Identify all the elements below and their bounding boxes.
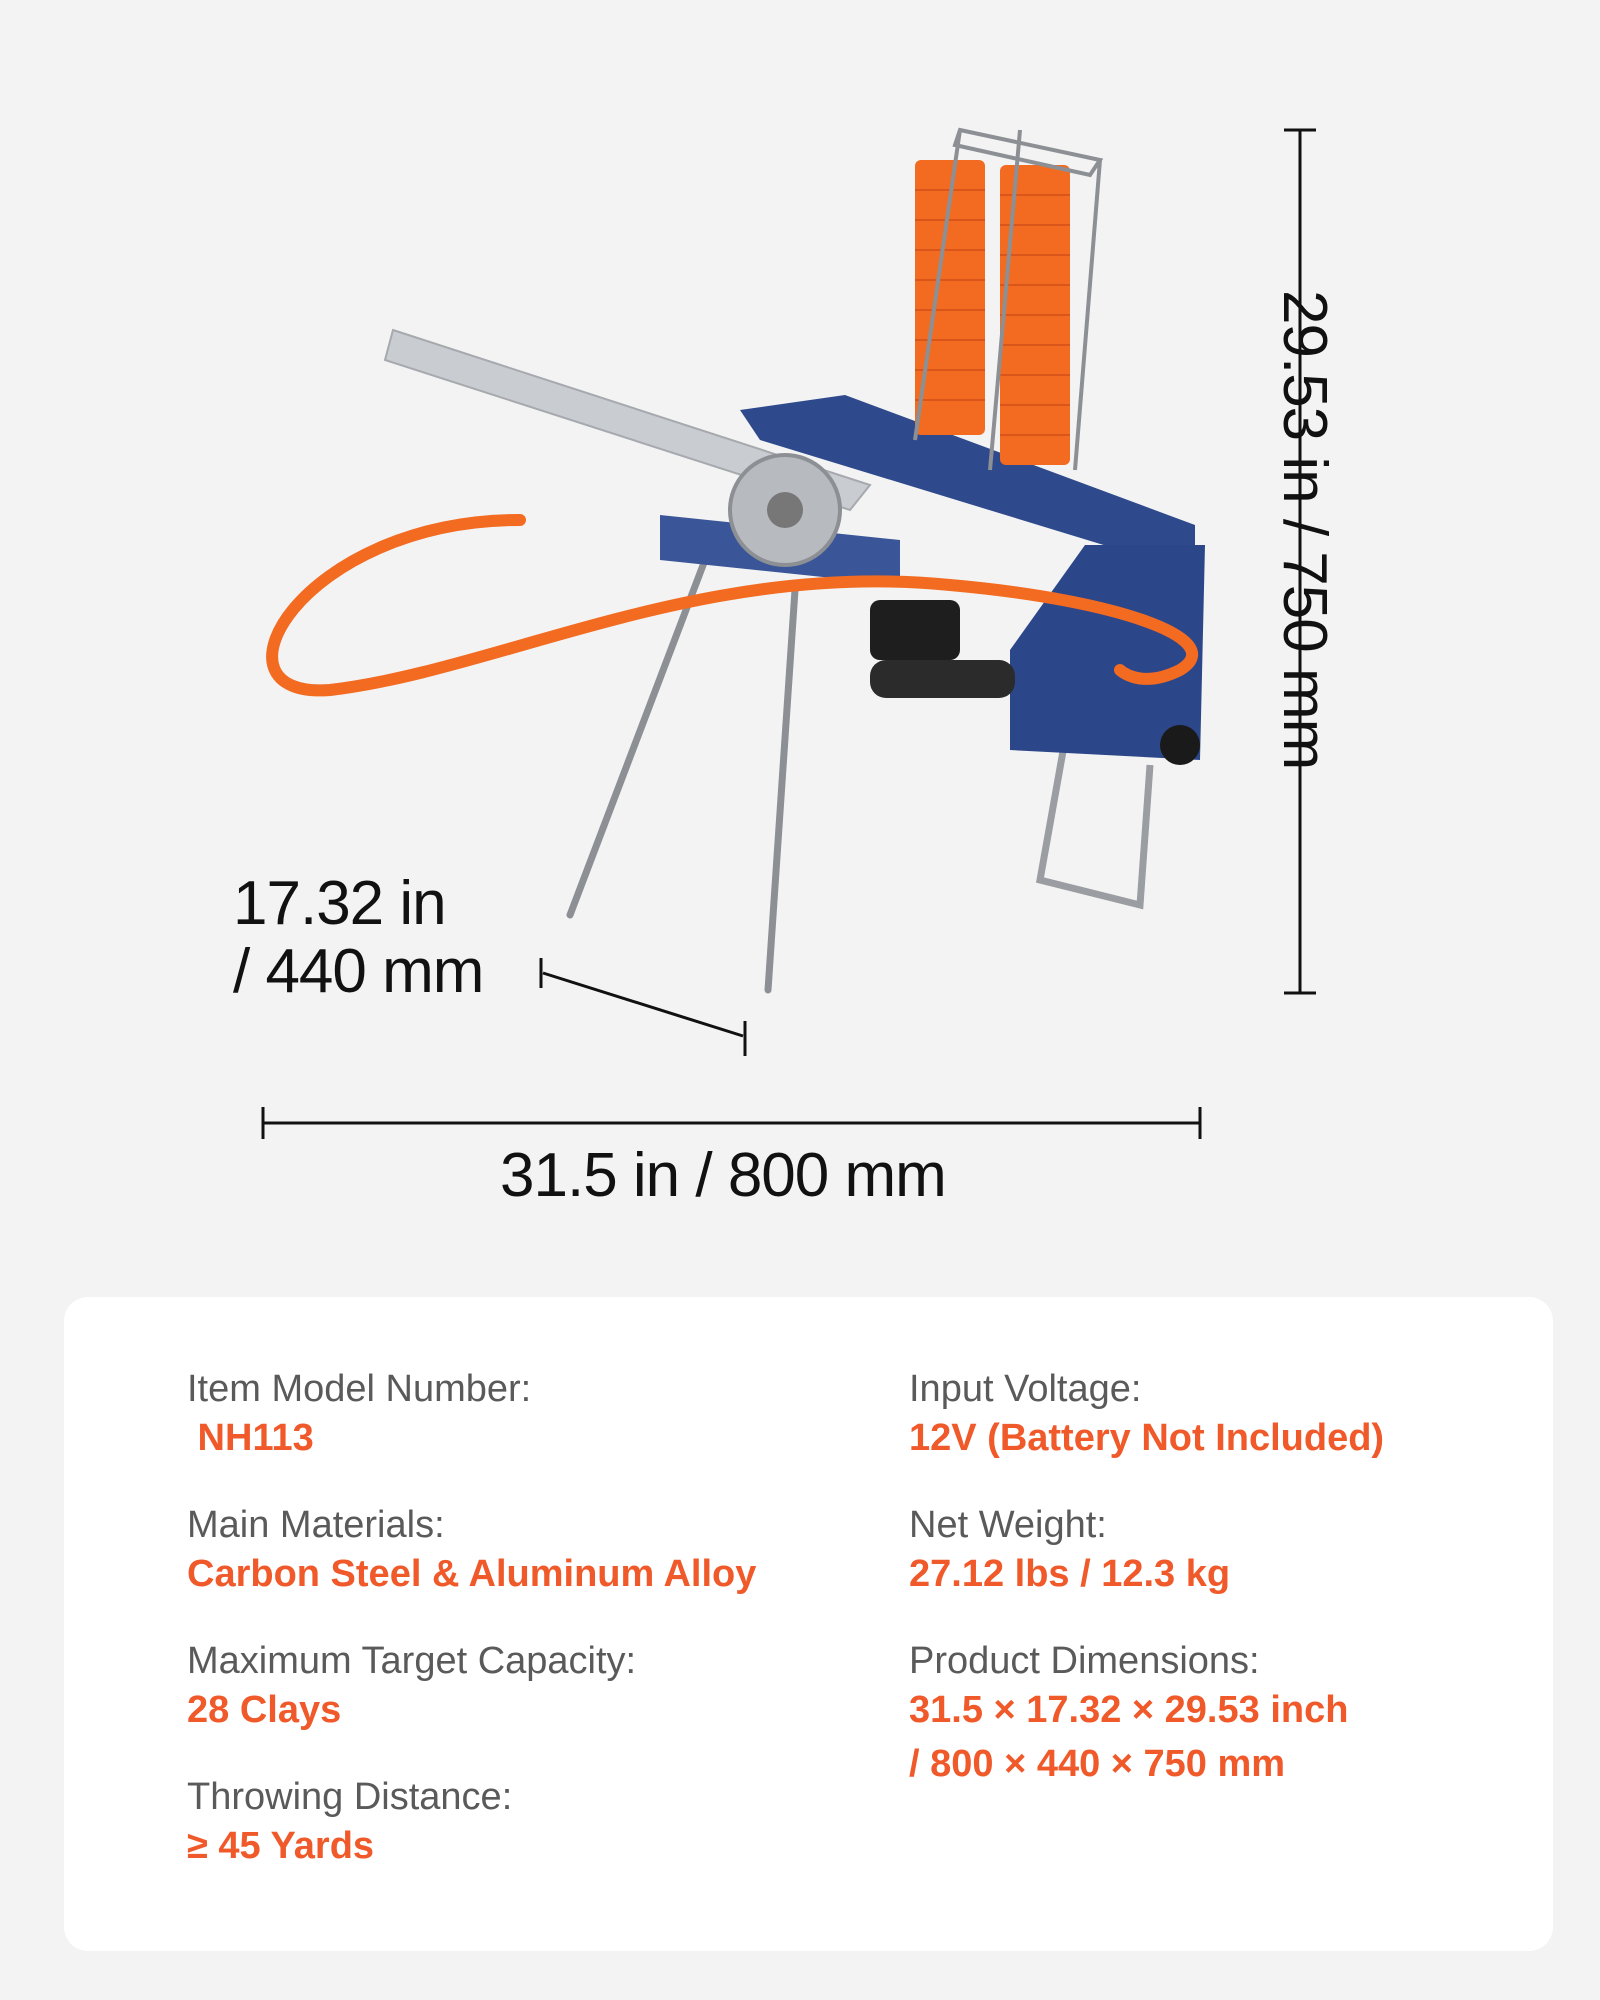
rear-stand [1040, 740, 1150, 905]
gear-hub [767, 492, 803, 528]
depth-inches: 17.32 in [233, 869, 446, 938]
spec-label: Maximum Target Capacity: [187, 1640, 637, 1682]
spec-main-materials [187, 1503, 756, 1601]
motor [870, 600, 960, 660]
spec-column-left [187, 1367, 756, 1911]
spec-value: Carbon Steel & Aluminum Alloy [187, 1553, 757, 1595]
spec-label: Main Materials: [187, 1504, 445, 1546]
spec-value: 31.5 × 17.32 × 29.53 inch [909, 1689, 1349, 1731]
spec-input-voltage [909, 1367, 1384, 1465]
specifications-card [64, 1297, 1553, 1951]
spec-target-capacity [187, 1639, 756, 1737]
spec-label: Product Dimensions: [909, 1640, 1260, 1682]
height-dimension-label: 29.53 in / 750 mm [1270, 290, 1339, 770]
depth-mm: / 440 mm [233, 937, 484, 1006]
width-dimension-label: 31.5 in / 800 mm [500, 1141, 946, 1210]
depth-dimension-label [233, 870, 483, 1006]
spec-product-dimensions [909, 1639, 1384, 1791]
spec-label: Input Voltage: [909, 1368, 1142, 1410]
spec-label: Net Weight: [909, 1504, 1107, 1546]
tension-spring [870, 660, 1015, 698]
width-dimension-line [263, 1107, 1200, 1139]
clay-stack-right [1000, 165, 1070, 465]
spec-net-weight [909, 1503, 1384, 1601]
spec-value: 28 Clays [187, 1689, 342, 1731]
spec-throwing-distance [187, 1775, 756, 1873]
adjust-knob [1160, 725, 1200, 765]
spec-label: Item Model Number: [187, 1368, 532, 1410]
spec-value: 27.12 lbs / 12.3 kg [909, 1553, 1231, 1595]
spec-value-metric: / 800 × 440 × 750 mm [909, 1743, 1286, 1785]
spec-value: 12V (Battery Not Included) [909, 1417, 1385, 1459]
spec-label: Throwing Distance: [187, 1776, 513, 1818]
spec-value: NH113 [187, 1417, 314, 1459]
spec-value: ≥ 45 Yards [187, 1825, 375, 1867]
spec-model-number [187, 1367, 756, 1465]
spec-column-right [909, 1367, 1384, 1829]
depth-dimension-line [541, 958, 745, 1056]
